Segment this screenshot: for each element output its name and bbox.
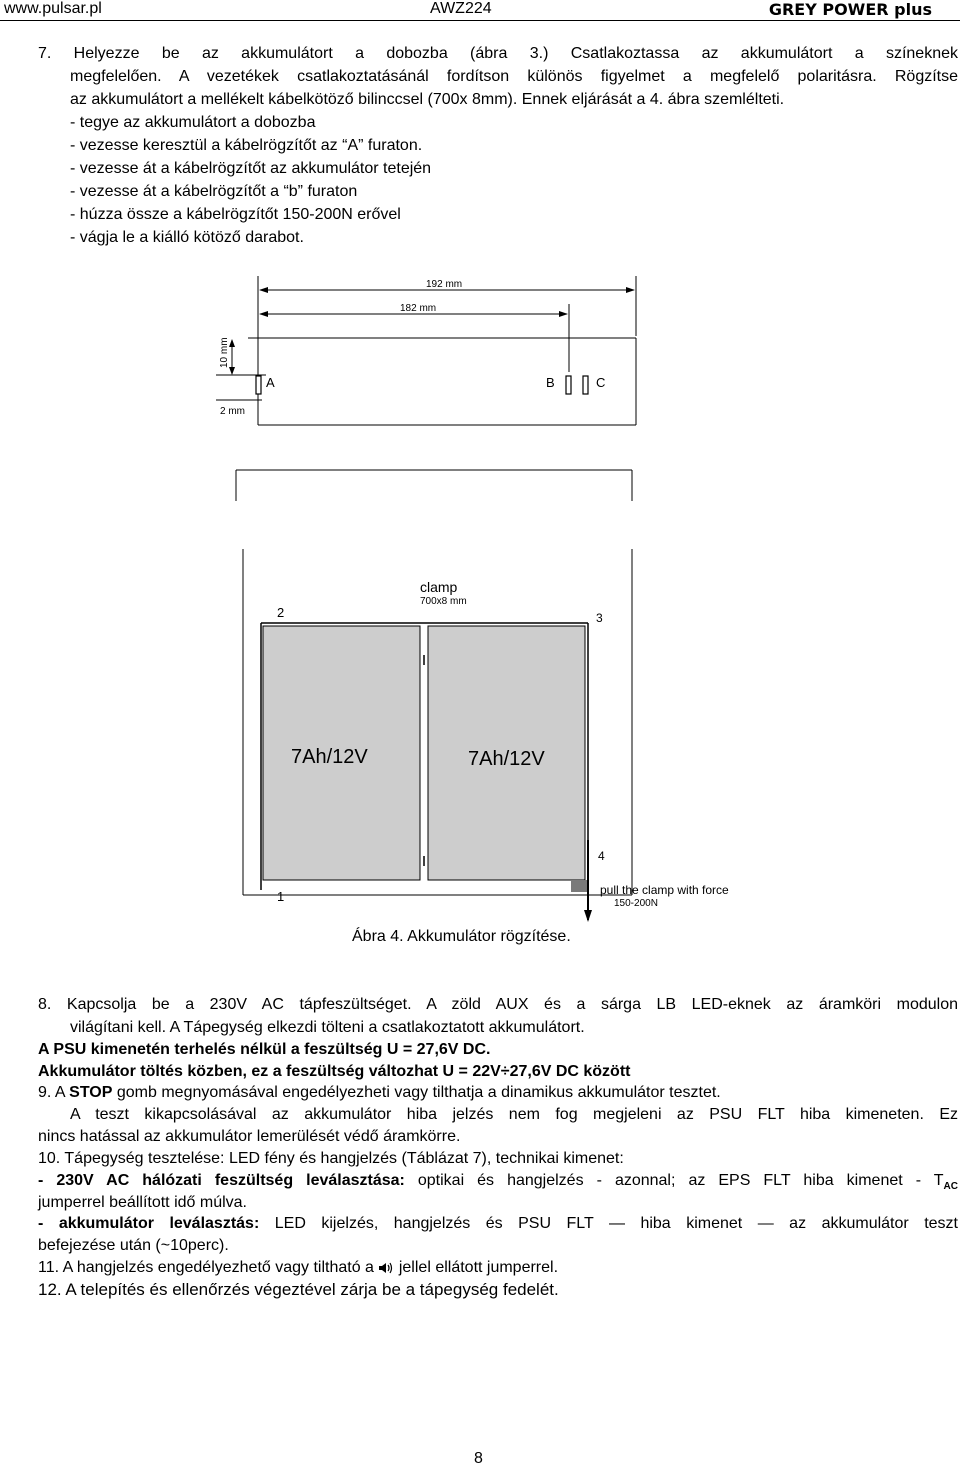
- step9-line2: A teszt kikapcsolásával az akkumulátor hiba jelzés nem fog megjeleni az PSU FLT hiba kimeneten. Ez: [70, 1106, 958, 1123]
- point-2-label: 2: [277, 605, 285, 620]
- dimension-192: [258, 276, 636, 336]
- step9-prefix: 9. A: [38, 1084, 70, 1101]
- battery-left-label: 7Ah/12V: [291, 746, 368, 768]
- dimension-2: [216, 400, 262, 417]
- clamp-label: clamp: [420, 579, 458, 595]
- step7-item: - vezesse át a kábelrögzítőt a “b” furaton: [70, 183, 358, 200]
- point-1-label: 1: [277, 889, 285, 904]
- step10-b-line2: befejezése után (~10perc).: [38, 1237, 229, 1254]
- step8-voltage-no-load: A PSU kimenetén terhelés nélkül a feszültség U = 27,6V DC.: [38, 1041, 491, 1058]
- step9-line3: nincs hatással az akkumulátor lemerülését védő áramkörre.: [38, 1128, 461, 1145]
- figure-caption: Ábra 4. Akkumulátor rögzítése.: [352, 928, 571, 945]
- header-product: GREY POWER plus: [768, 0, 932, 19]
- clamp-buckle: [571, 880, 587, 892]
- point-3-label: 3: [596, 611, 603, 625]
- step7-line2: megfelelően. A vezetékek csatlakoztatásánál fordítson különös figyelmet a megfelelő polaritásra. Rögzítse: [70, 68, 958, 85]
- step10-a-sub: AC: [943, 1181, 958, 1193]
- step8-voltage-charging: Akkumulátor töltés közben, ez a feszültség változhat U = 22V÷27,6V DC között: [38, 1063, 631, 1080]
- step10-b-line1: [38, 1212, 958, 1235]
- step11-line: [38, 1256, 558, 1279]
- header-model: AWZ224: [430, 0, 492, 17]
- hole-c: [583, 376, 588, 394]
- hole-b: [566, 376, 571, 394]
- step8-line2: világítani kell. A Tápegység elkezdi tölteni a csatlakoztatott akkumulátort.: [70, 1019, 585, 1036]
- pull-force: 150-200N: [614, 898, 658, 909]
- pull-text: pull the clamp with force: [600, 883, 729, 897]
- dim-10-label: 10 mm: [219, 337, 230, 368]
- step10-a-title: - 230V AC hálózati feszültség leválasztása:: [38, 1172, 405, 1189]
- step11-text: jellel ellátott jumperrel.: [394, 1259, 559, 1276]
- hole-a-label: A: [266, 375, 275, 390]
- clamp-size-label: 700x8 mm: [420, 596, 467, 607]
- speaker-icon: [378, 1261, 394, 1275]
- dim-192-label: 192 mm: [426, 279, 463, 290]
- step9-text: gomb megnyomásával engedélyezheti vagy tilthatja a dinamikus akkumulátor tesztet.: [112, 1084, 721, 1101]
- step7-line1: 7. Helyezze be az akkumulátort a dobozba (ábra 3.) Csatlakoztassa az akkumulátort a színeknek: [38, 45, 958, 62]
- step8-line1: 8. Kapcsolja be a 230V AC tápfeszültséget. A zöld AUX és a sárga LB LED-eknek az áramköri modulon: [38, 996, 958, 1013]
- step9-line1: [38, 1081, 721, 1104]
- point-4-label: 4: [598, 849, 605, 863]
- step7-item: - vezesse keresztül a kábelrögzítőt az “A” furaton.: [70, 137, 423, 154]
- step10-b-title: - akkumulátor leválasztás:: [38, 1215, 260, 1232]
- step10-line1: 10. Tápegység tesztelése: LED fény és hangjelzés (Táblázat 7), technikai kimenet:: [38, 1150, 624, 1167]
- step7-item: - vezesse át a kábelrögzítőt az akkumulátor tetején: [70, 160, 432, 177]
- battery-right-label: 7Ah/12V: [468, 748, 545, 770]
- dim-182-label: 182 mm: [400, 303, 437, 314]
- step7-line3: az akkumulátort a mellékelt kábelkötöző bilinccsel (700x 8mm). Ennek eljárását a 4. ábra szemlélteti.: [70, 91, 785, 108]
- step11-prefix: 11. A hangjelzés engedélyezhető vagy tiltható a: [38, 1259, 379, 1276]
- step7-item: - tegye az akkumulátort a dobozba: [70, 114, 316, 131]
- hole-c-label: C: [596, 375, 606, 390]
- stop-button-name: STOP: [69, 1084, 113, 1101]
- step10-a-line2: jumperrel beállított idő múlva.: [38, 1194, 247, 1211]
- step10-b-text: LED kijelzés, hangjelzés és PSU FLT ― hiba kimenet ― az akkumulátor teszt: [259, 1215, 958, 1232]
- page-number: 8: [474, 1450, 483, 1467]
- step7-item: - húzza össze a kábelrögzítőt 150-200N erővel: [70, 206, 401, 223]
- step10-a-text: optikai és hangjelzés - azonnal; az EPS FLT hiba kimenet - T: [404, 1172, 944, 1189]
- pull-arrow-head: [584, 910, 592, 922]
- hole-b-label: B: [546, 375, 555, 390]
- step7-item: - vágja le a kiálló kötöző darabot.: [70, 229, 304, 246]
- header-website: www.pulsar.pl: [4, 0, 102, 17]
- step12-line: 12. A telepítés és ellenőrzés végeztével zárja be a tápegység fedelét.: [38, 1280, 559, 1299]
- hole-a: [256, 376, 261, 394]
- dim-2-label: 2 mm: [220, 406, 245, 417]
